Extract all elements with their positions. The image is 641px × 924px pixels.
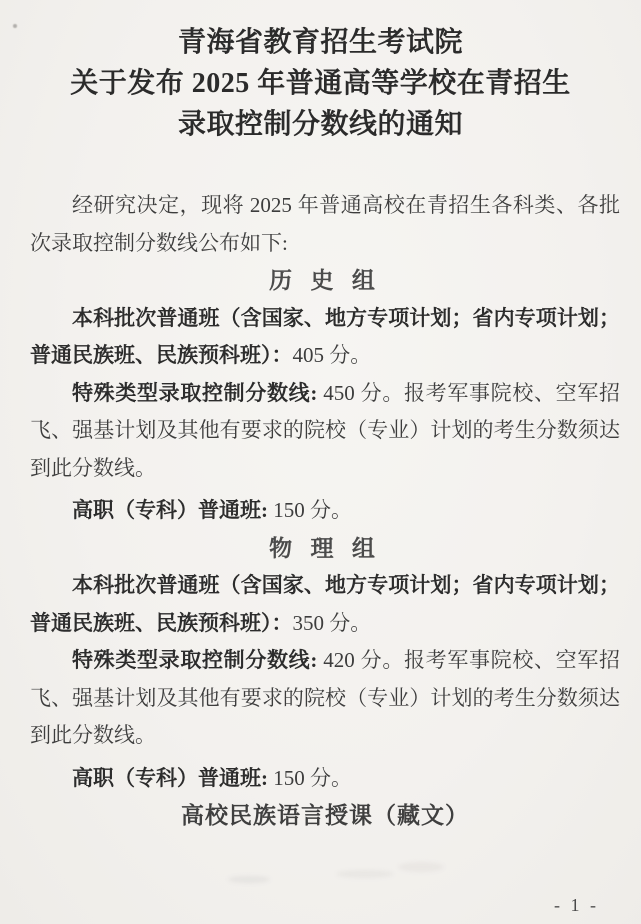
- physics-benke-label-part1: 本科批次普通班（含国家、地方专项计划；省内专项计划；: [72, 573, 620, 597]
- history-gaozhi-line: [30, 492, 620, 530]
- physics-gaozhi-label: 高职（专科）普通班:: [72, 765, 268, 790]
- title-line-1: 青海省教育招生考试院: [177, 27, 463, 58]
- history-benke-label-part2: 普通民族班、民族预科班）：: [30, 343, 293, 367]
- scan-speck: [13, 24, 17, 28]
- history-special-line-1: [30, 375, 620, 413]
- history-special-label: 特殊类型录取控制分数线:: [72, 380, 318, 405]
- scan-smudge: [228, 876, 270, 883]
- page-number: - 1 -: [554, 895, 599, 915]
- physics-special-label: 特殊类型录取控制分数线:: [72, 648, 318, 672]
- physics-special-line-3: 到此分数线。: [30, 723, 156, 747]
- physics-benke-line-2: [30, 605, 620, 643]
- physics-special-line-1: [30, 642, 620, 680]
- history-special-line-2: 飞、强基计划及其他有要求的院校（专业）计划的考生分数须达: [30, 418, 620, 442]
- physics-benke-score: 350 分。: [292, 610, 372, 635]
- physics-benke-label-part2: 普通民族班、民族预科班）：: [30, 610, 293, 635]
- document-body: [30, 187, 620, 835]
- physics-group-heading: 物 理 组: [269, 534, 381, 561]
- history-special-line-3: 到此分数线。: [30, 455, 156, 480]
- physics-gaozhi-line: [30, 760, 620, 798]
- history-benke-line-2: [30, 337, 620, 375]
- physics-gaozhi-score: 150 分。: [268, 765, 352, 790]
- tibetan-section-heading: 高校民族语言授课（藏文）: [181, 802, 469, 828]
- physics-special-score: 420 分。报考军事院校、空军招: [317, 648, 620, 672]
- history-benke-label-part1: 本科批次普通班（含国家、地方专项计划；省内专项计划；: [72, 305, 620, 330]
- intro-line-1: 经研究决定，现将 2025 年普通高校在青招生各科类、各批: [72, 193, 620, 217]
- physics-benke-line-1: [30, 567, 620, 605]
- history-benke-score: 405 分。: [292, 343, 372, 367]
- history-gaozhi-score: 150 分。: [268, 498, 352, 522]
- title-line-3: 录取控制分数线的通知: [177, 109, 463, 140]
- history-benke-line-1: [30, 300, 620, 338]
- scan-smudge: [398, 862, 444, 872]
- scan-smudge: [336, 870, 394, 878]
- history-gaozhi-label: 高职（专科）普通班:: [72, 498, 268, 522]
- title-line-2: 关于发布 2025 年普通高等学校在青招生: [70, 68, 571, 99]
- physics-special-line-2: 飞、强基计划及其他有要求的院校（专业）计划的考生分数须达: [30, 685, 620, 710]
- intro-line-2: 次录取控制分数线公布如下:: [30, 230, 288, 255]
- history-group-heading: 历 史 组: [269, 267, 381, 293]
- history-special-score: 450 分。报考军事院校、空军招: [317, 380, 620, 405]
- document-title: [0, 0, 641, 145]
